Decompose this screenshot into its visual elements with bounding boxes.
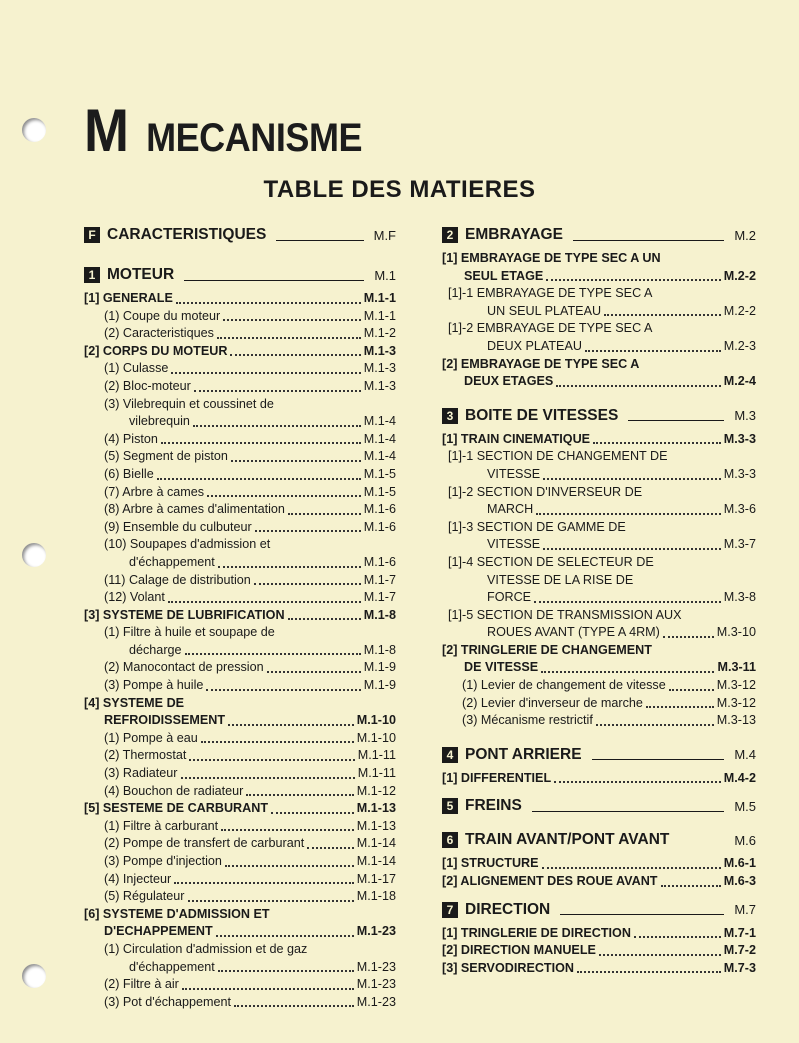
entry-title: décharge [129, 642, 182, 657]
section-title: FREINS [465, 797, 522, 815]
toc-entry[interactable] [84, 976, 396, 994]
dot-leader [255, 530, 361, 532]
toc-entry[interactable] [442, 925, 756, 943]
toc-entry[interactable] [442, 501, 756, 519]
toc-entry-line: (1) Filtre à huile et soupape de [104, 625, 275, 640]
entry-title: [2] CORPS DU MOTEUR [84, 343, 228, 358]
section-number-badge: 2 [442, 227, 458, 243]
toc-entry[interactable] [84, 959, 396, 977]
entry-title: (6) Bielle [104, 466, 154, 481]
toc-entry-line: [1] EMBRAYAGE DE TYPE SEC A UN [442, 251, 661, 265]
toc-entry[interactable] [442, 373, 756, 391]
section-number-badge: 3 [442, 408, 458, 424]
entry-title: VITESSE [487, 537, 541, 552]
chapter-letter: M [84, 97, 129, 164]
dot-leader [176, 302, 361, 304]
toc-entry[interactable] [84, 888, 396, 906]
entry-title: VITESSE [487, 466, 541, 481]
toc-entry[interactable] [442, 589, 756, 607]
entry-title: D'ECHAPPEMENT [104, 924, 213, 939]
toc-entry[interactable] [84, 923, 396, 941]
entry-title: (2) Filtre à air [104, 977, 179, 992]
entry-title: (2) Caracteristiques [104, 326, 214, 341]
dot-leader [218, 970, 354, 972]
dot-leader [218, 566, 361, 568]
section-heading[interactable] [442, 827, 756, 853]
page-ref: M.1-14 [356, 854, 396, 868]
page-ref: M.7-2 [723, 943, 756, 958]
dot-leader [168, 601, 361, 603]
toc-entry[interactable] [442, 431, 756, 449]
page-ref: M.1-8 [363, 642, 396, 657]
toc-entry[interactable] [442, 960, 756, 978]
entry-title: (8) Arbre à cames d'alimentation [104, 502, 285, 517]
section-title: TRAIN AVANT/PONT AVANT [465, 831, 670, 849]
dot-leader [577, 971, 721, 973]
toc-entry[interactable] [84, 747, 396, 765]
rule-line [184, 280, 364, 281]
dot-leader [234, 1005, 354, 1007]
toc-entry[interactable] [84, 431, 396, 449]
entry-title: (5) Régulateur [104, 889, 185, 904]
page-ref: M.1-7 [363, 590, 396, 605]
toc-entry[interactable] [84, 448, 396, 466]
section-heading[interactable] [84, 262, 396, 288]
dot-leader [174, 882, 354, 884]
section-number-badge: 1 [84, 267, 100, 283]
toc-entry-line: (1) Circulation d'admission et de gaz [104, 941, 308, 956]
dot-leader [288, 618, 361, 620]
page-ref: M.1-3 [363, 378, 396, 393]
spacer [442, 730, 756, 742]
toc-entry-line: (3) Vilebrequin et coussinet de [104, 396, 274, 411]
toc-entry[interactable] [442, 466, 756, 484]
page-ref: M.1-3 [363, 361, 396, 376]
rule-line [628, 420, 724, 421]
toc-entry[interactable] [84, 800, 396, 818]
dot-leader [669, 689, 714, 691]
section-heading[interactable] [442, 793, 756, 819]
dot-leader [646, 706, 714, 708]
section-number-badge: 4 [442, 747, 458, 763]
toc-entry[interactable] [84, 325, 396, 343]
page-ref: M.1-5 [363, 484, 396, 499]
section-number-badge: 5 [442, 798, 458, 814]
dot-leader [171, 372, 360, 374]
page-ref: M.F [373, 227, 396, 243]
dot-leader [185, 653, 361, 655]
dot-leader [267, 671, 361, 673]
dot-leader [307, 847, 354, 849]
entry-title: (3) Pompe à huile [104, 678, 204, 693]
toc-entry[interactable] [84, 378, 396, 396]
entry-title: DEUX ETAGES [464, 374, 554, 389]
page-ref: M.3-11 [717, 660, 756, 675]
page-ref: M.1-9 [363, 678, 396, 693]
entry-title: (1) Culasse [104, 361, 169, 376]
entry-title: [1] DIFFERENTIEL [442, 770, 552, 785]
page-ref: M.1-6 [363, 519, 396, 534]
entry-title: MARCH [487, 502, 534, 517]
dot-leader [271, 812, 354, 814]
binder-hole-middle [22, 543, 46, 567]
page-ref: M.3-3 [723, 431, 756, 446]
spacer [84, 250, 396, 262]
dot-leader [216, 935, 354, 937]
dot-leader [585, 350, 721, 352]
page-ref: M.3-3 [723, 466, 756, 481]
entry-title: (2) Manocontact de pression [104, 660, 264, 675]
section-number-badge: 7 [442, 902, 458, 918]
dot-leader [206, 689, 360, 691]
page-ref: M.1-3 [363, 343, 396, 358]
dot-leader [554, 781, 721, 783]
entry-title: [3] SYSTEME DE LUBRIFICATION [84, 607, 285, 622]
toc-entry-line: [1]-1 SECTION DE CHANGEMENT DE [448, 449, 668, 464]
toc-entry[interactable] [84, 712, 396, 730]
page-ref: M.5 [734, 798, 756, 814]
dot-leader [194, 390, 361, 392]
entry-title: (2) Thermostat [104, 748, 187, 763]
toc-entry[interactable] [442, 624, 756, 642]
entry-title: [5] SESTEME DE CARBURANT [84, 801, 269, 816]
page-ref: M.4 [734, 747, 756, 763]
page-ref: M.7-1 [723, 925, 756, 940]
page-ref: M.1-6 [363, 502, 396, 517]
entry-title: DE VITESSE [464, 660, 539, 675]
chapter-title: MECANISME [146, 116, 363, 160]
section-title: CARACTERISTIQUES [107, 226, 267, 243]
page-ref: M.4-2 [723, 770, 756, 785]
toc-entry-line: [1]-4 SECTION DE SELECTEUR DE [448, 554, 654, 569]
entry-title: SEUL ETAGE [464, 268, 544, 283]
binder-hole-top [22, 118, 46, 142]
page-ref: M.7-3 [723, 960, 756, 975]
page-ref: M.2-2 [723, 268, 756, 283]
entry-title: (1) Coupe du moteur [104, 308, 221, 323]
page-ref: M.6-1 [723, 856, 756, 871]
rule-line [560, 914, 724, 915]
dot-leader [231, 460, 361, 462]
page-ref: M.7 [734, 902, 756, 918]
toc-entry[interactable] [84, 871, 396, 889]
page-ref: M.1-13 [356, 801, 396, 816]
toc-entry-line: [1]-2 SECTION D'INVERSEUR DE [448, 484, 643, 499]
toc-entry[interactable] [442, 695, 756, 713]
dot-leader [207, 495, 361, 497]
dot-leader [596, 724, 714, 726]
page-ref: M.3-12 [716, 678, 756, 693]
section-heading[interactable] [442, 222, 756, 248]
dot-leader [161, 442, 361, 444]
dot-leader [188, 900, 354, 902]
dot-leader [534, 601, 721, 603]
toc-entry[interactable] [84, 677, 396, 695]
page-ref: M.1-12 [356, 783, 396, 798]
dot-leader [546, 279, 720, 281]
toc-entry[interactable] [84, 765, 396, 783]
entry-title: (7) Arbre à cames [104, 484, 205, 499]
entry-title: REFROIDISSEMENT [104, 713, 226, 728]
section-number-badge: F [84, 227, 100, 243]
section-number-badge: 6 [442, 832, 458, 848]
page-ref: M.1-17 [356, 871, 396, 886]
section-title: EMBRAYAGE [465, 226, 563, 243]
dot-leader [246, 794, 353, 796]
dot-leader [556, 385, 720, 387]
toc-entry[interactable] [84, 659, 396, 677]
toc-entry[interactable] [442, 873, 756, 891]
dot-leader [221, 829, 354, 831]
toc-entry-line: VITESSE DE LA RISE DE [487, 572, 634, 587]
toc-entry[interactable] [442, 942, 756, 960]
page-ref: M.1-10 [356, 713, 396, 728]
section-title: DIRECTION [465, 900, 551, 918]
dot-leader [661, 885, 721, 887]
toc-entry-line: [1]-2 EMBRAYAGE DE TYPE SEC A [448, 321, 653, 336]
section-title: BOITE DE VITESSES [465, 406, 619, 424]
toc-entry[interactable] [84, 818, 396, 836]
section-title: MOTEUR [107, 266, 175, 283]
page-ref: M.1-13 [356, 818, 396, 833]
page-ref: M.6 [734, 832, 756, 848]
page-ref: M.1-23 [356, 959, 396, 974]
page-ref: M.1-10 [356, 730, 396, 745]
toc-entry-line: [1]-5 SECTION DE TRANSMISSION AUX [448, 607, 682, 622]
page-ref: M.3-7 [723, 537, 756, 552]
page-ref: M.1-5 [363, 466, 396, 481]
toc-entry[interactable] [442, 855, 756, 873]
toc-entry[interactable] [84, 290, 396, 308]
entry-title: [1] TRINGLERIE DE DIRECTION [442, 925, 631, 940]
toc-entry[interactable] [84, 519, 396, 537]
binder-hole-bottom [22, 964, 46, 988]
dot-leader [543, 478, 721, 480]
entry-title: DEUX PLATEAU [487, 338, 582, 353]
entry-title: (11) Calage de distribution [104, 572, 251, 587]
dot-leader [254, 583, 361, 585]
page-ref: M.1-1 [363, 308, 396, 323]
toc-entry[interactable] [84, 572, 396, 590]
toc-entry[interactable] [84, 501, 396, 519]
toc-entry[interactable] [442, 712, 756, 730]
entry-title: (2) Pompe de transfert de carburant [104, 836, 305, 851]
toc-column-left [84, 222, 396, 1011]
toc-entry[interactable] [84, 642, 396, 660]
toc-entry[interactable] [84, 730, 396, 748]
entry-title: (1) Filtre à carburant [104, 818, 219, 833]
toc-entry[interactable] [442, 770, 756, 788]
dot-leader [157, 478, 361, 480]
page-ref: M.1-6 [363, 554, 396, 569]
entry-title: FORCE [487, 590, 532, 605]
entry-title: [3] SERVODIRECTION [442, 960, 575, 975]
rule-line [276, 240, 363, 241]
entry-title: (12) Volant [104, 590, 165, 605]
page-ref: M.3-10 [716, 625, 756, 640]
page-ref: M.1-23 [356, 994, 396, 1009]
page-ref: M.1-8 [363, 607, 396, 622]
toc-entry-line: [4] SYSTEME DE [84, 695, 185, 710]
page-ref: M.3-8 [723, 590, 756, 605]
page-ref: M.1-11 [357, 748, 396, 763]
entry-title: (4) Piston [104, 431, 158, 446]
toc-entry[interactable] [84, 484, 396, 502]
page-ref: M.1-2 [363, 326, 396, 341]
section-heading[interactable] [442, 403, 756, 429]
page-ref: M.3 [734, 408, 756, 424]
page-ref: M.6-3 [723, 874, 756, 889]
rule-line [532, 811, 724, 812]
page-ref: M.1-9 [363, 660, 396, 675]
toc-entry[interactable] [84, 413, 396, 431]
toc-entry[interactable] [84, 994, 396, 1012]
chapter-heading [84, 96, 362, 165]
dot-leader [542, 867, 721, 869]
entry-title: (1) Pompe à eau [104, 730, 198, 745]
dot-leader [223, 319, 361, 321]
entry-title: (9) Ensemble du culbuteur [104, 519, 252, 534]
entry-title: [2] ALIGNEMENT DES ROUE AVANT [442, 874, 658, 889]
page-ref: M.3-12 [716, 695, 756, 710]
dot-leader [599, 954, 721, 956]
dot-leader [536, 513, 721, 515]
toc-title: TABLE DES MATIERES [263, 176, 536, 203]
entry-title: [1] TRAIN CINEMATIQUE [442, 431, 591, 446]
page-ref: M.1-4 [363, 414, 396, 429]
dot-leader [604, 314, 721, 316]
spacer [442, 391, 756, 403]
toc-entry-line: [1]-3 SECTION DE GAMME DE [448, 519, 626, 534]
page-ref: M.1-23 [356, 924, 396, 939]
entry-title: (3) Radiateur [104, 766, 178, 781]
dot-leader [634, 936, 721, 938]
entry-title: (4) Bouchon de radiateur [104, 783, 244, 798]
dot-leader [541, 671, 714, 673]
section-heading[interactable] [442, 742, 756, 768]
toc-entry-line: (10) Soupapes d'admission et [104, 537, 271, 552]
dot-leader [230, 354, 360, 356]
entry-title: (3) Pompe d'injection [104, 854, 222, 868]
page-ref: M.1-11 [357, 766, 396, 781]
section-title: PONT ARRIERE [465, 745, 582, 763]
dot-leader [593, 442, 721, 444]
toc-entry[interactable] [442, 536, 756, 554]
page-ref: M.1 [374, 267, 396, 283]
dot-leader [201, 741, 354, 743]
entry-title: (4) Injecteur [104, 871, 172, 886]
entry-title: [2] DIRECTION MANUELE [442, 943, 596, 958]
page-ref: M.2-2 [723, 303, 756, 318]
entry-title: [1] STRUCTURE [442, 856, 539, 871]
toc-entry[interactable] [84, 308, 396, 326]
entry-title: (2) Bloc-moteur [104, 378, 191, 393]
page-ref: M.1-1 [363, 291, 396, 305]
toc-entry[interactable] [84, 607, 396, 625]
toc-entry[interactable] [442, 268, 756, 286]
entry-title: vilebrequin [129, 414, 190, 429]
dot-leader [225, 865, 354, 867]
entry-title: (2) Levier d'inverseur de marche [462, 695, 643, 710]
page-ref: M.2-3 [723, 338, 756, 353]
page-ref: M.1-4 [363, 449, 396, 464]
entry-title: [1] GENERALE [84, 291, 173, 305]
section-heading[interactable] [442, 897, 756, 923]
dot-leader [288, 513, 361, 515]
page-ref: M.3-6 [723, 502, 756, 517]
page-ref: M.1-14 [356, 836, 396, 851]
toc-entry-line: [2] TRINGLERIE DE CHANGEMENT [442, 642, 652, 657]
page-ref: M.2 [734, 227, 756, 243]
toc-entry[interactable] [442, 659, 756, 677]
page-ref: M.1-7 [363, 572, 396, 587]
toc-entry[interactable] [84, 853, 396, 871]
toc-entry[interactable] [84, 835, 396, 853]
toc-entry[interactable] [84, 466, 396, 484]
toc-entry[interactable] [442, 338, 756, 356]
toc-entry[interactable] [84, 343, 396, 361]
toc-column-right [442, 222, 756, 977]
toc-entry[interactable] [84, 554, 396, 572]
dot-leader [193, 425, 361, 427]
page-ref: M.1-4 [363, 431, 396, 446]
toc-entry[interactable] [84, 360, 396, 378]
entry-title: (1) Levier de changement de vitesse [462, 678, 666, 693]
dot-leader [182, 988, 354, 990]
entry-title: d'échappement [129, 959, 215, 974]
toc-entry[interactable] [84, 589, 396, 607]
toc-entry-line: [1]-1 EMBRAYAGE DE TYPE SEC A [448, 286, 653, 301]
dot-leader [543, 548, 721, 550]
dot-leader [663, 636, 714, 638]
rule-line [573, 240, 724, 241]
entry-title: ROUES AVANT (TYPE A 4RM) [487, 625, 660, 640]
dot-leader [228, 724, 354, 726]
entry-title: d'échappement [129, 554, 215, 569]
toc-entry-line: [2] EMBRAYAGE DE TYPE SEC A [442, 356, 640, 371]
section-heading[interactable] [84, 222, 396, 248]
entry-title: (3) Pot d'échappement [104, 994, 232, 1009]
toc-entry[interactable] [442, 303, 756, 321]
rule-line [592, 759, 725, 760]
toc-entry[interactable] [84, 783, 396, 801]
page-ref: M.1-18 [356, 889, 396, 904]
dot-leader [189, 759, 354, 761]
toc-entry[interactable] [442, 677, 756, 695]
page-ref: M.3-13 [716, 713, 756, 728]
page-ref: M.1-23 [356, 977, 396, 992]
entry-title: UN SEUL PLATEAU [487, 303, 602, 318]
entry-title: (3) Mécanisme restrictif [462, 713, 593, 728]
page-ref: M.2-4 [723, 374, 756, 389]
toc-entry-line: [6] SYSTEME D'ADMISSION ET [84, 906, 270, 921]
entry-title: (5) Segment de piston [104, 449, 228, 464]
dot-leader [181, 777, 355, 779]
dot-leader [217, 337, 361, 339]
